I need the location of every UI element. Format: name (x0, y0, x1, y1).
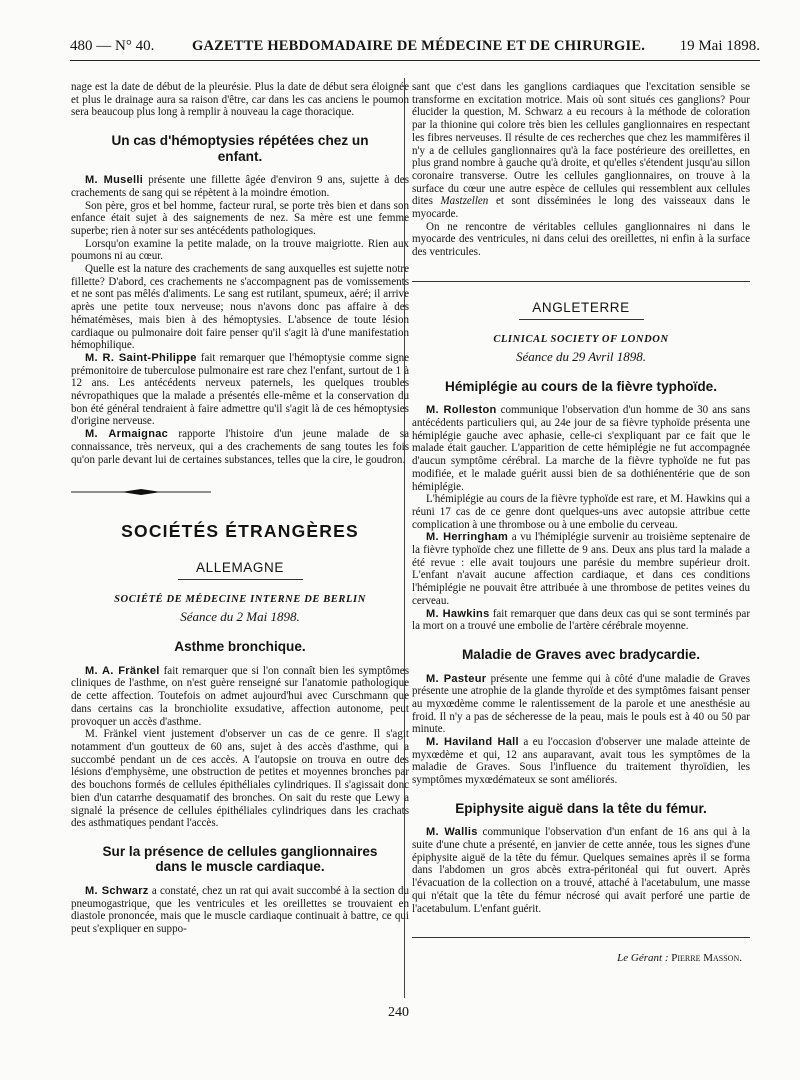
paragraph (412, 608, 750, 633)
paragraph: L'hémiplégie au cours de la fièvre typhoïde est rare, et M. Hawkins qui a réuni 17 cas de ce genre dont quelques-uns avec autopsie attribue cette complication à une thrombose ou à une embolie du cerveau. (412, 493, 750, 531)
section-title: SOCIÉTÉS ÉTRANGÈRES (121, 521, 359, 542)
article-title-cellules: Sur la présence de cellules ganglionnaires dans le muscle cardiaque. (102, 843, 378, 875)
paragraph-text: a vu l'hémiplégie survenir au troisième septenaire de la fièvre typhoïde chez une fillette de 9 ans. Deux ans plus tard la malade a été revue : elle avait toujours une parésie du membre supérieur droit. L'enfant n'avait aucune affection cardiaque, et dans ces conditions l'hémiplégie ne pouvait être attribuée à une thrombose de petites veines du cerveau. (412, 531, 750, 607)
signature-name: Pierre Masson. (671, 952, 742, 965)
country-heading: ALLEMAGNE (196, 560, 284, 576)
speaker-name: M. Haviland Hall (426, 736, 519, 749)
continued-paragraph: nage est la date de début de la pleurésie. Plus la date de début sera éloignée et plus le drainage aura sa raison d'être, car dans les cas anciens le poumon sera beaucoup plus long à remplir à nouveau la cage thoracique. (71, 81, 409, 119)
paragraph: M. Fränkel vient justement d'observer un cas de ce genre. Il s'agit notamment d'un goutteux de 60 ans, sujet à des accès d'asthme, qui a succombé pendant un de ces accès. A l'autopsie on trouva en outre des lésions d'emphysème, une obstruction de petites et moyennes bronches par des bouchons formés de cellules épithéliales cylindriques. Il s'agissait donc bien d'un catarrhe desquamatif des bronches. On sait du reste que Lewy a signalé la présence de cellules épithéliales cylindriques dans les crachats des asthmatiques pendant l'accès. (71, 728, 409, 830)
speaker-name: M. R. Saint-Philippe (85, 351, 197, 364)
running-header (70, 36, 760, 61)
paragraph-text: fait remarquer que si l'on connaît bien les symptômes cliniques de l'asthme, on n'est guère renseigné sur l'anatomie pathologique de cette affection. Toutefois on admet aujourd'hui avec Curschmann que dans certains cas la bronchiolite exsudative, affection autonome, peut provoquer un accès d'asthme. (71, 664, 409, 728)
article-title-hemiplegie: Hémiplégie au cours de la fièvre typhoïde. (445, 378, 717, 394)
paragraph: Lorsqu'on examine la petite malade, on la trouve maigriotte. Rien aux poumons ni au cœur. (71, 237, 409, 263)
speaker-name: M. Hawkins (426, 607, 490, 620)
divider (412, 937, 750, 938)
speaker-name: M. Herringham (426, 531, 509, 544)
signature-label: Le Gérant : (617, 952, 672, 965)
society-name: CLINICAL SOCIETY OF LONDON (493, 333, 669, 345)
paragraph-text: communique l'observation d'un enfant de 16 ans qui à la suite d'une chute a présenté, en janvier de cette année, tous les signes d'une épiphysite aiguë de la tête du fémur. Quelques semaines après il se forma dans l'abdomen un gros abcès extra-péritonéal qui fut ouvert. Après l'évacuation de la collection on a trouvé, attaché à l'acetabulum, une masse qui n'était que la tête du fémur nécrosé qui avait perforé une partie de l'acetabulum. L'enfant guérit. (412, 826, 750, 915)
session-date: Séance du 2 Mai 1898. (180, 609, 300, 625)
paragraph-text: communique l'observation d'un homme de 30 ans sans antécédents particuliers qui, au 24e jour de sa fièvre typhoïde présenta une hémiplégie gauche avec aphasie, celle-ci s'expliquant par ce fait que le malade était gaucher. L'apparition de cette hémiplégie ne fut accompagnée d'aucun symptôme cérébral. La marche de la fièvre typhoïde ne fut pas modifiée, et le malade guérit aussi bien de sa dothiénentérie que de son hémiplégie. (412, 404, 750, 493)
issue-date: 19 Mai 1898. (679, 38, 760, 54)
right-column (412, 81, 750, 964)
article-title-epiphysite: Epiphysite aiguë dans la tête du fémur. (455, 800, 707, 816)
paragraph (71, 428, 409, 466)
paragraph (412, 826, 750, 915)
paragraph-text: fait remarquer que l'hémoptysie comme signe prémonitoire de tuberculose pulmonaire est rare chez l'enfant, surtout de 1 à 12 ans. Les antécédents nerveux paternels, les quelques troubles névropathiques que la malade a présentés elle-même et la conservation du bon été général tendraient à faire admettre qu'il s'agit là de ces hémoptysies d'origine nerveuse. (71, 351, 409, 428)
speaker-name: M. Rolleston (426, 404, 497, 417)
article-title-asthme: Asthme bronchique. (174, 639, 306, 655)
italic-term: Mastzellen (440, 195, 489, 208)
page-number: 240 (388, 1005, 409, 1020)
left-column (71, 81, 409, 936)
paragraph-text: rapporte l'histoire d'un jeune malade de sa connaissance, très nerveux, qui a des crachements de sang toutes les fois qu'on parle devant lui de certaines substances, telles que la cire, le goudron. (71, 428, 409, 466)
section-ornament (71, 488, 211, 496)
session-date: Séance du 29 Avril 1898. (515, 348, 647, 364)
paragraph: Son père, gros et bel homme, facteur rural, se porte très bien et dans son enfance était sujet à des saignements de nez. Sa mère est une femme superbe; rien à noter sur ses antécédents pathologiques. (71, 199, 409, 237)
divider (519, 319, 644, 320)
journal-title: GAZETTE HEBDOMADAIRE DE MÉDECINE ET DE CHIRURGIE. (192, 38, 646, 54)
paragraph (412, 404, 750, 493)
paragraph: Quelle est la nature des crachements de sang auxquelles est sujette notre fillette? D'abord, ces crachements ne s'accompagnent pas de vomissements et ne sont pas mêlés d'aliments. Le sang est rutilant, spumeux, aéré; il arrive après une petite toux nerveuse; nous n'avons donc pas affaire à des hématémèses, mais bien à des hémoptysies. L'absence de toute lésion cardiaque ou pulmonaire doit faire penser qu'il s'agit là d'une manifestation hémophilique. (71, 263, 409, 352)
paragraph (412, 673, 750, 737)
speaker-name: M. A. Fränkel (85, 664, 160, 677)
paragraph: On ne rencontre de véritables cellules ganglionnaires ni dans le myocarde des ventricules, ni dans celui des oreillettes, ni enfin à la surface des ventricules. (412, 220, 750, 259)
paragraph-text: a constaté, chez un rat qui avait succombé à la section du pneumogastrique, que les ventricules et les oreillettes se trouvaient en diastole prononcée, mais que le muscle cardiaque continuait à battre, ce qui peut s'expliquer en suppo- (71, 884, 409, 936)
speaker-name: M. Wallis (426, 826, 478, 839)
paragraph-text: a eu l'occasion d'observer une malade atteinte de myxœdème et qui, 12 ans auparavant, avait tous les symptômes de la maladie de Graves. Sous l'influence du traitement thyroïdien, les symptômes myxœdémateux se sont améliorés. (412, 736, 750, 787)
paragraph-text: fait remarquer que dans deux cas qui se sont terminés par la mort on a trouvé une embolie de l'artère cérébrale moyenne. (412, 607, 750, 633)
speaker-name: M. Pasteur (426, 672, 487, 685)
paragraph (412, 736, 750, 787)
society-name: SOCIÉTÉ DE MÉDECINE INTERNE DE BERLIN (114, 594, 366, 606)
paragraph-text: sant que c'est dans les ganglions cardiaques que l'excitation sensible se transforme en excitation motrice. Mais où sont situés ces ganglions? Pour élucider la question, M. Schwarz a eu recours à la méthode de coloration par la thionine qui colore très bien les cellules ganglionnaires en respectant les fibres nerveuses. Il résulte de ces recherches que chez les mammifères il n'y a de cellules ganglionnaires qu'à la face postérieure des oreillettes, en plus grand nombre à gauche qu'à droite, et qu'elles s'étendent jusqu'au sillon coronaire transverse. Outre les cellules ganglionnaires, on trouve à la surface du cœur une autre espèce de cellules qui ressemblent aux cellules dites (412, 81, 750, 208)
paragraph-text: présente une fillette âgée d'environ 9 ans, sujette à des crachements de sang qui se répètent à la moindre émotion. (71, 174, 409, 199)
article-title-graves: Maladie de Graves avec bradycardie. (461, 647, 701, 662)
article-title-hemoptysies: Un cas d'hémoptysies répétées chez un enfant. (111, 133, 369, 164)
speaker-name: M. Schwarz (85, 884, 149, 897)
divider (178, 579, 303, 580)
paragraph (71, 174, 409, 199)
paragraph-text: et sont disséminées le long des vaisseaux dans le myocarde. (412, 195, 750, 221)
paragraph (412, 531, 750, 607)
publisher-signature (412, 952, 742, 964)
paragraph (71, 885, 409, 936)
divider (412, 281, 750, 282)
continued-paragraph (412, 81, 750, 221)
paragraph (71, 665, 409, 729)
speaker-name: M. Armaignac (85, 428, 169, 441)
country-heading: ANGLETERRE (532, 299, 630, 315)
paragraph-text: présente une femme qui à côté d'une maladie de Graves présente une atrophie de la glande thyroïde et des symptômes faisant penser au myxœdème comme le ralentissement de la parole et une anesthésie au froid. Il n'y a pas de sécheresse de la peau, mais le pouls est à 40 ou 50 par minute. (412, 672, 750, 736)
paragraph (71, 352, 409, 428)
speaker-name: M. Muselli (85, 174, 144, 187)
page-issue-label: 480 — N° 40. (70, 38, 155, 54)
